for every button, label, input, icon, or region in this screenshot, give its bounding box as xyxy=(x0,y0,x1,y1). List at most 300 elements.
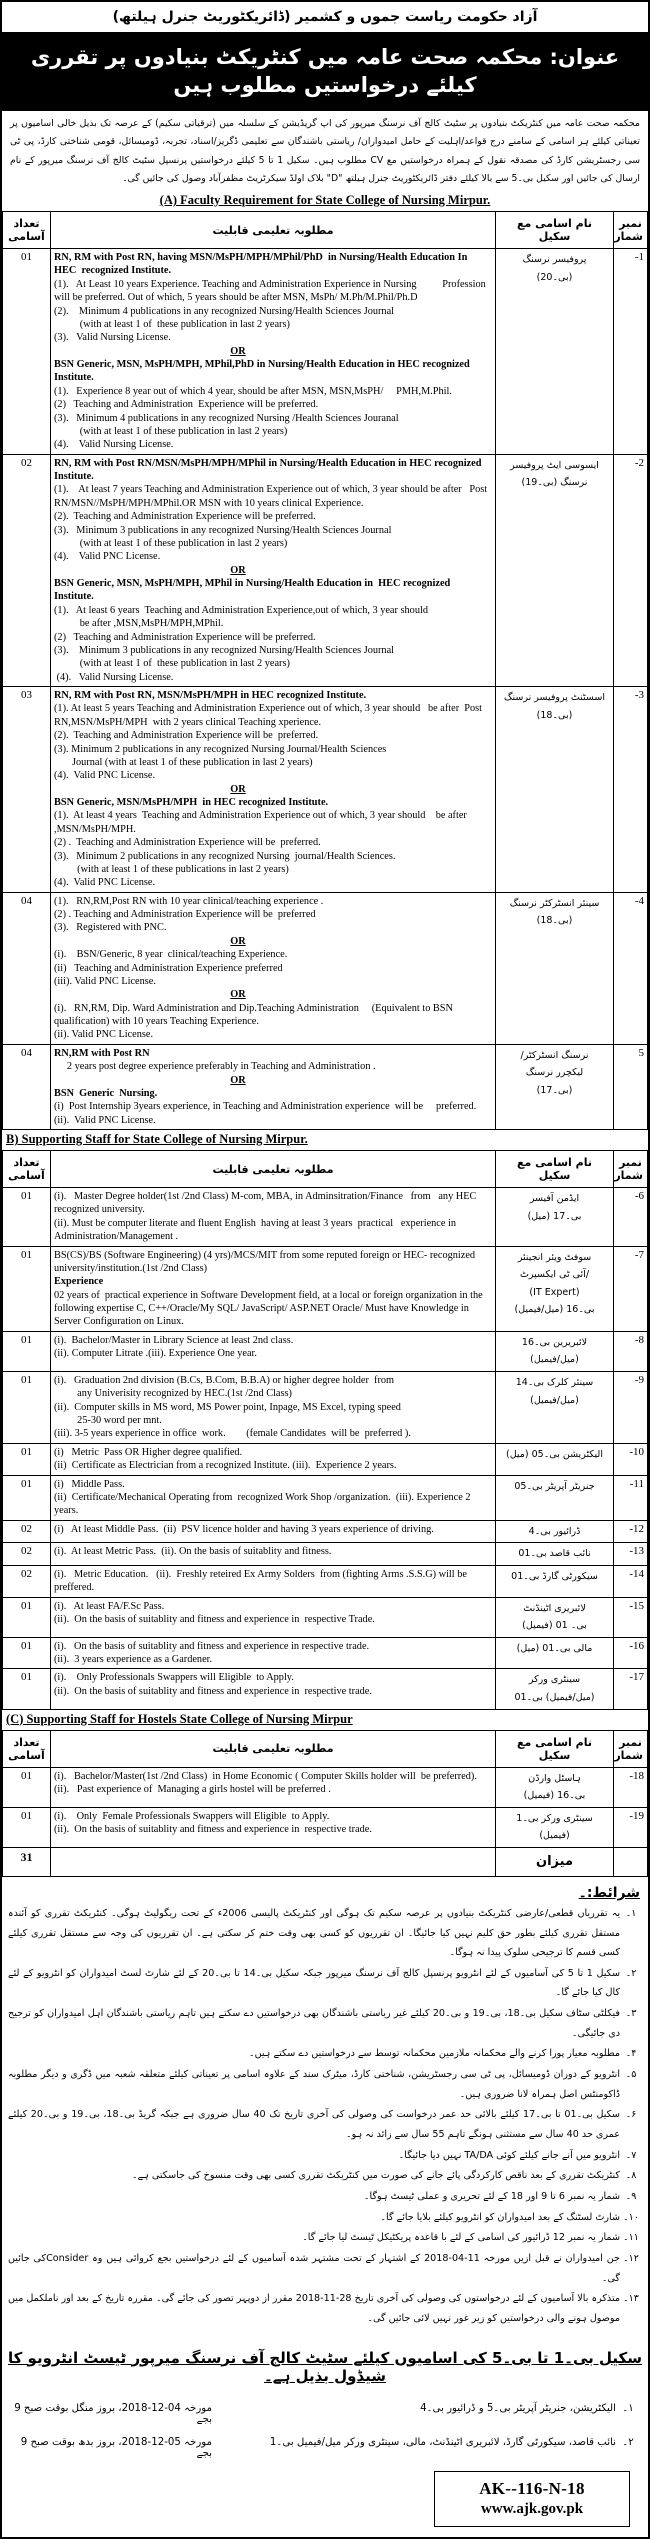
condition-item xyxy=(8,1964,642,2003)
title-label: عنوان: xyxy=(549,45,620,69)
condition-number: ۱۱۔ xyxy=(623,2232,639,2244)
post-name-line: پروفیسر نرسنگ xyxy=(522,254,587,266)
cell-qualification xyxy=(51,1188,496,1247)
post-name-line: نائب قاصد بی۔01 xyxy=(518,1548,591,1560)
qualification-line: (ii). Computer skills in MS word, MS Power point, Inpage, MS Excel, typing speed xyxy=(54,1401,401,1413)
condition-text: شمار یہ نمبر 6 تا 9 اور 18 کے لئے تحریری و عملی ٹیسٹ ہوگا۔ xyxy=(363,2191,620,2203)
cell-qualification xyxy=(51,454,496,686)
condition-text: یہ تقرریاں قطعی/عارضی کنٹریکٹ بنیادوں پر عرصہ سکیم تک ہوگی اور کنٹریکٹ پالیسی 2006ء کے تحت ریگولیٹ ہوگی۔ کنٹریکٹ تقرری کو آئندہ مستقل تقرری کیلئے بطور حق کلیم نہیں کیا جائیگا۔ ان تقرریوں کو کسی بھی وقت ختم کر سکتی ہے۔ ان تقرریوں کی وجہ سے مستقل تقرری کیلئے کسی قسم کا ترجیحی سلوک پیدا نہ ہوگا۔ xyxy=(8,1907,620,1959)
qualification-or-separator: OR xyxy=(230,783,246,795)
post-name-line: نرسنگ (بی۔19) xyxy=(521,477,588,489)
interview-schedule-row xyxy=(10,2437,640,2459)
qualification-line: BSN Generic Nursing. xyxy=(54,1087,158,1099)
post-name-line: (میل/فیمیل) بی۔01 xyxy=(514,1692,595,1703)
cell-qualification xyxy=(51,1669,496,1709)
cell-post-name xyxy=(496,1443,614,1475)
condition-text: سکیل 1 تا 5 کی آسامیوں کے لئے انٹرویو پرنسپل کالج آف نرسنگ میرپور جبکہ سکیل بی۔14 تا بی۔20 کے لئے شارٹ لسٹ امیدواران کو انٹرویو کے لئے کال کیا جائے گا۔ xyxy=(8,1967,621,1999)
condition-number: ۱۳۔ xyxy=(623,2293,639,2305)
cell-count: 01 xyxy=(3,1475,51,1520)
cell-serial: -3 xyxy=(614,687,648,893)
qualification-line: (ii) Teaching and Administration Experience preferred xyxy=(54,962,283,974)
total-label: میزان xyxy=(496,1847,614,1876)
cell-serial: -19 xyxy=(614,1807,648,1847)
qualification-line: RN, RM with Post RN, having MSN/MsPH/MPH/MPhil/PhD in Nursing/Health Education In HEC recognized Institute. xyxy=(54,252,470,277)
cell-post-name xyxy=(496,1044,614,1129)
cell-post-name xyxy=(496,1543,614,1566)
qualification-line: (ii) Certificate/Mechanical Operating from recognized Work Shop /organization. (iii). Experience 2 years. xyxy=(54,1491,474,1517)
cell-qualification xyxy=(51,1246,496,1331)
qualification-line: (ii). Past experience of Managing a girls hostel will be preferred . xyxy=(54,1783,331,1795)
post-name-line: لائبریرین بی۔16 xyxy=(521,1336,588,1348)
post-name-line: (بی۔18) xyxy=(536,709,573,721)
qualification-line: (2) . Teaching and Administration Experience will be preferred xyxy=(54,909,316,921)
qualification-line: (ii) Certificate as Electrician from a recognized Institute. (iii). Experience 2 years. xyxy=(54,1460,397,1472)
conditions-title: شرائط:۔ xyxy=(578,1884,640,1901)
qualification-line: (ii). Valid PNC License. xyxy=(54,1029,154,1041)
qualification-line: (i). Graduation 2nd division (B.Cs, B.Com, B.B.A) or higher degree holder from xyxy=(54,1374,395,1386)
condition-text: فیکلٹی سٹاف سکیل بی۔18، بی۔19 و بی۔20 کیلئے غیر ریاستی باشندگان بھی درخواستیں دے سکتے ہیں تاہم ریاستی باشندگان اہل امیدواران کو ترجیح دی جائیگی۔ xyxy=(8,2008,620,2039)
advertisement-title xyxy=(2,34,648,111)
table-row xyxy=(3,1443,648,1475)
cell-count: 01 xyxy=(3,1331,51,1371)
qualification-line: (1). At least 7 years Teaching and Administration Experience out of which, 3 year should be after Post RN/MSN//MsPH/MPH/MPhil.OR MSN with 10 years clinical Experience. xyxy=(54,484,490,509)
qualification-line: (1). At least 6 years Teaching and Administration Experience,out of which, 3 year should xyxy=(54,604,428,616)
condition-text: مطلوبہ معیار پورا کرنے والے محکمانہ ملازمین محکمانہ توسط سے درخواستیں دے سکتے ہیں۔ xyxy=(248,2048,620,2060)
post-name-line: بی۔17 (میل) xyxy=(527,1210,582,1222)
qualification-line: (1). RN,RM,Post RN with 10 year clinical/teaching experience . xyxy=(54,895,324,907)
column-header-post: نام اسامی مع سکیل xyxy=(496,1730,614,1767)
post-name-line: بی۔16 (میل/فیمیل) xyxy=(514,1304,595,1316)
condition-text: شمار یہ نمبر 12 ڈرائیور کی اسامی کے لئے با قاعدہ پریکٹیکل ٹیسٹ لیا جائے گا۔ xyxy=(302,2232,620,2244)
table-row xyxy=(3,1371,648,1443)
qualification-line: 02 years of practical experience in Software Development field, at a local or foreign organization in the following expertise C, C++/Oracle/My SQL/ JavaScript/ ASP.NET Oracle/ Must have Knowledge in Server Configuration on Linux. xyxy=(54,1289,486,1328)
column-header-post: نام اسامی مع سکیل xyxy=(496,212,614,249)
table-header-row xyxy=(3,1730,648,1767)
cell-post-name xyxy=(496,1565,614,1597)
cell-post-name xyxy=(496,1246,614,1331)
reference-code: AK--116-N-18 xyxy=(479,2478,585,2498)
post-name-line: سینٹری ورکر بی۔1 xyxy=(516,1812,593,1824)
qualification-line: (i). Only Female Professionals Swappers will Eligible to Apply. xyxy=(54,1810,330,1822)
qualification-line: RN, RM with Post RN, MSN/MsPH/MPH in HEC recognized Institute. xyxy=(54,690,367,702)
schedule-date: مورخہ 05-12-2018، بروز بدھ بوقت صبح 9 بجے xyxy=(20,2436,212,2459)
qualification-line: (with at least 1 of these publications in last 2 years) xyxy=(54,863,289,875)
cell-qualification xyxy=(51,1371,496,1443)
condition-number: ۴۔ xyxy=(625,2048,637,2060)
condition-item xyxy=(8,2187,642,2207)
qualification-line: BS(CS)/BS (Software Engineering) (4 yrs)/MCS/MIT from some reputed foreign or HEC- recognized university/institution.(1st /2nd Class) xyxy=(54,1249,478,1274)
condition-item xyxy=(8,2105,642,2144)
qualification-line: BSN Generic, MSN, MsPH/MPH, MPhil,PhD in Nursing/Health Education in HEC recognized Institute. xyxy=(54,359,473,384)
column-header-serial: نمبر شمار xyxy=(614,1151,648,1188)
table-row xyxy=(3,249,648,455)
post-name-line: /آئی ٹی ایکسپرٹ xyxy=(519,1269,590,1281)
qualification-line: (4). Valid PNC License. xyxy=(54,877,156,889)
cell-serial: -7 xyxy=(614,1246,648,1331)
jobs-table-b xyxy=(2,1150,648,1710)
conditions-section xyxy=(2,1877,648,2329)
post-name-line: الیکٹریشن بی۔05 (میل) xyxy=(506,1448,603,1460)
website-url[interactable]: www.ajk.gov.pk xyxy=(480,2500,584,2517)
cell-count: 01 xyxy=(3,1188,51,1247)
cell-serial: -15 xyxy=(614,1597,648,1637)
qualification-line: (2). Teaching and Administration Experience will be preferred. xyxy=(54,511,316,523)
total-count: 31 xyxy=(3,1847,51,1876)
cell-post-name xyxy=(496,1807,614,1847)
condition-item xyxy=(8,2166,642,2186)
post-name-line: ہاسٹل وارڈن xyxy=(528,1772,581,1784)
table-row xyxy=(3,1188,648,1247)
table-row xyxy=(3,1543,648,1566)
jobs-table-a xyxy=(2,211,648,1130)
cell-serial: 5 xyxy=(614,1044,648,1129)
condition-text: جن امیدواران نے قبل ازیں مورخہ 11-04-2018 کے اشتہار کے تحت مشتہر شدہ آسامیوں کے لئے درخواستیں بجع کروائی ہیں وہ Considerکی جائیں گی۔ xyxy=(8,2253,620,2284)
qualification-line: (ii). Valid PNC License. xyxy=(54,1114,156,1126)
post-name-line: (بی۔20) xyxy=(536,271,573,283)
cell-count: 04 xyxy=(3,1044,51,1129)
qualification-line: (4). Valid PNC License. xyxy=(54,770,156,782)
cell-count: 02 xyxy=(3,1565,51,1597)
qualification-line: BSN Generic, MSN/MsPH/MPH in HEC recognized Institute. xyxy=(54,797,329,809)
column-header-serial: نمبر شمار xyxy=(614,212,648,249)
qualification-line: (3). Minimum 3 publications in any recognized Nursing/Health Sciences Journal xyxy=(54,644,395,656)
government-header: آزاد حکومت ریاست جموں و کشمیر (ڈائریکٹوریٹ جنرل ہیلتھ) xyxy=(2,2,648,34)
table-row xyxy=(3,1246,648,1331)
condition-number: ۳۔ xyxy=(625,2008,637,2020)
post-name-line: ڈرائیور بی۔4 xyxy=(528,1525,581,1537)
cell-count: 01 xyxy=(3,249,51,455)
condition-number: ۱۰۔ xyxy=(623,2211,639,2223)
qualification-line: Journal (with at least 1 of these publication in last 2 years) xyxy=(54,756,313,768)
qualification-line: (4). Valid Nursing License. xyxy=(54,439,174,451)
condition-text: کنٹریکٹ تقرری کے بعد ناقص کارکردگی پائے جانے کی صورت میں کنٹریکٹ تقرری کسی بھی وقت منسوخ کی جاسکتی ہے۔ xyxy=(131,2170,620,2182)
cell-count: 03 xyxy=(3,687,51,893)
qualification-line: (i). Metric Education. (ii). Freshly reteired Ex Army Solders from (fighting Arms .S.S.G) will be preffered. xyxy=(54,1568,470,1594)
qualification-line: 2 years post degree experience preferably in Teaching and Administration . xyxy=(54,1061,376,1073)
qualification-line: (i). Master Degree holder(1st /2nd Class) M-com, MBA, in Adminsitration/Finance from any HEC recognized university. xyxy=(54,1191,479,1216)
qualification-line: (3). Valid Nursing License. xyxy=(54,332,171,344)
qualification-line: (ii). Computer Litrate .(iii). Experience One year. xyxy=(54,1348,257,1360)
cell-qualification xyxy=(51,1597,496,1637)
qualification-line: any Univerisity recognized by HEC.(1st /2nd Class) xyxy=(54,1388,292,1400)
qualification-line: (with at least 1 of these publication in last 2 years) xyxy=(54,318,290,330)
post-name-line: (فیمیل) xyxy=(539,1830,570,1842)
interview-schedule-heading: سکیل بی۔1 تا بی۔5 کی اسامیوں کیلئے سٹیٹ کالج آف نرسنگ میرپور ٹیسٹ انٹرویو کا شیڈول بذیل ہے۔ xyxy=(7,2348,643,2385)
condition-item xyxy=(8,2228,642,2248)
cell-post-name xyxy=(496,1475,614,1520)
post-name-line: سینئر انسٹرکٹر نرسنگ xyxy=(509,897,600,909)
cell-serial: -8 xyxy=(614,1331,648,1371)
table-row xyxy=(3,1597,648,1637)
post-name-line: مالی بی۔01 (میل) xyxy=(516,1642,593,1654)
table-row xyxy=(3,454,648,686)
schedule-number: ۱۔ xyxy=(622,2402,634,2414)
qualification-or-separator: OR xyxy=(230,1074,246,1086)
cell-serial: -4 xyxy=(614,892,648,1044)
interview-schedule-list xyxy=(2,2403,648,2459)
cell-count: 01 xyxy=(3,1597,51,1637)
qualification-line: (2). Minimum 4 publications in any recognized Nursing/Health Sciences Journal xyxy=(54,305,395,317)
qualification-line: (with at least 1 of these publication in last 2 years) xyxy=(54,537,288,549)
condition-item xyxy=(8,2004,642,2043)
qualification-line: (i). Only Professionals Swappers will Eligible to Apply. xyxy=(54,1672,294,1684)
condition-text: متذکرہ بالا آسامیوں کے لئے درخواستوں کی وصولی کی آخری تاریخ 28-11-2018 مقرر از دوپہر تصور کی جائے گی۔ مقررہ تاریخ کے بعد اور ناملکمل میں موصول ہونے والی درخواستیں کو زیر غور نہیں لائی جائیں گی۔ xyxy=(8,2293,620,2324)
table-row xyxy=(3,1637,648,1669)
cell-qualification xyxy=(51,249,496,455)
section-heading-b: B) Supporting Staff for State College of Nursing Mirpur. xyxy=(6,1132,308,1147)
qualification-line: (1). At least 4 years Teaching and Administration Experience out of which, 3 year should be after ,MSN/MsPH/MPH. xyxy=(54,810,470,835)
intro-paragraph: محکمہ صحت عامہ میں کنٹریکٹ بنیادوں پر سٹیٹ کالج آف نرسنگ میرپور کی اپ گریڈیشن کے سلسلہ میں (ترقیاتی سکیم) کے عرصہ تک بذیل خالی اسامیوں پر تعیناتی کیلئے ہر اسامی کے سامنے درج قواعد/اہلیت کے حامل امیدواران/ ریاستی باشندگان سے تعلیمی ڈگریز/اسناد، تجربہ، ڈومیسائل، قومی شناختی کارڈ، پی ٹی سی رجسٹریشن کارڈ کی مصدقہ نقول کے ہمراہ درخواستیں مع CV مطلوب ہیں۔ سکیل 1 تا 5 کیلئے درخواستیں پرنسپل سٹیٹ کالج آف نرسنگ میرپور کے نام ارسال کی جائیں اور سکیل بی۔5 سے بالا کیلئے دفتر ڈائریکٹوریٹ جنرل ہیلتھ "D" بلاک اولڈ سیکرٹریٹ مظفرآباد وصول کی جائیں گی۔ xyxy=(10,117,640,185)
qualification-line: (4). Valid Nursing License. xyxy=(54,671,174,683)
qualification-line: (ii). On the basis of suitablity and fitness and experience in respective trade. xyxy=(54,1824,372,1836)
cell-qualification xyxy=(51,1767,496,1807)
cell-serial: -16 xyxy=(614,1637,648,1669)
cell-count: 02 xyxy=(3,1520,51,1543)
column-header-count: تعداد آسامی xyxy=(3,1151,51,1188)
cell-qualification xyxy=(51,1520,496,1543)
condition-number: ۵۔ xyxy=(625,2069,637,2081)
qualification-line: (i) At least Middle Pass. (ii) PSV licence holder and having 3 years experience of driving. xyxy=(54,1523,434,1535)
schedule-posts: الیکٹریشن، جنریٹر آپریٹر بی۔5 و ڈرائیور بی۔4 xyxy=(420,2402,616,2414)
cell-qualification xyxy=(51,1543,496,1566)
condition-number: ۶۔ xyxy=(625,2109,637,2121)
condition-number: ۱۲۔ xyxy=(623,2253,639,2265)
condition-item xyxy=(8,2289,642,2328)
qualification-line: (i). At least FA/F.Sc Pass. xyxy=(54,1600,165,1612)
qualification-line: RN,RM with Post RN xyxy=(54,1047,150,1059)
condition-number: ۷۔ xyxy=(625,2149,637,2161)
condition-item xyxy=(8,2065,642,2104)
cell-count: 01 xyxy=(3,1246,51,1331)
sections-container xyxy=(2,191,648,1877)
cell-serial: -17 xyxy=(614,1669,648,1709)
table-row xyxy=(3,1044,648,1129)
cell-count: 01 xyxy=(3,1767,51,1807)
table-row xyxy=(3,1767,648,1807)
cell-post-name xyxy=(496,1767,614,1807)
qualification-or-separator: OR xyxy=(230,989,246,1001)
cell-qualification xyxy=(51,1637,496,1669)
condition-text: سکیل بی۔01 تا بی۔17 کیلئے بالائی حد عمر درخواست کی وصولی کی آخری تاریخ تک 40 سال ضروری ہے جبکہ گریڈ بی۔18، بی۔19 و بی۔20 کیلئے عمری حد 40 سال سے مستثنی ہونگے تاہم 55 سال سے زائد نہ ہو۔ xyxy=(8,2109,620,2141)
section-heading-a: (A) Faculty Requirement for State College of Nursing Mirpur. xyxy=(159,193,491,208)
cell-serial: -6 xyxy=(614,1188,648,1247)
qualification-or-separator: OR xyxy=(230,345,246,357)
post-name-line: ایسوسی ایٹ پروفیسر xyxy=(510,459,599,471)
qualification-line: (2). Teaching and Administration Experience will be preferred. xyxy=(54,730,319,742)
condition-number: ۱۔ xyxy=(625,1907,637,1919)
qualification-line: (3). Minimum 3 publications in any recognized Nursing/Health Sciences Journal xyxy=(54,524,392,536)
cell-count: 04 xyxy=(3,892,51,1044)
qualification-line: (1). Experience 8 year out of which 4 year, should be after MSN, MSN,MsPH/ PMH,M.Phil. xyxy=(54,385,452,397)
condition-item xyxy=(8,2044,642,2064)
column-header-post: نام اسامی مع سکیل xyxy=(496,1151,614,1188)
post-name-line: بی۔16 (فیمیل) xyxy=(523,1790,586,1802)
qualification-line: (i). At least Metric Pass. (ii). On the basis of suitablity and fitness. xyxy=(54,1546,332,1558)
qualification-line: (ii). On the basis of suitablity and fitness and experience in respective trade. xyxy=(54,1685,372,1697)
table-row xyxy=(3,1669,648,1709)
qualification-line: (iii). 3-5 years experience in office work. (female Candidates will be preferred ). xyxy=(54,1428,411,1440)
cell-serial: -14 xyxy=(614,1565,648,1597)
post-name-line: (میل/فیمیل) xyxy=(530,1394,579,1406)
table-row xyxy=(3,1520,648,1543)
post-name-line: (میل/فیمیل) xyxy=(530,1354,579,1366)
cell-count: 02 xyxy=(3,1543,51,1566)
cell-count: 01 xyxy=(3,1669,51,1709)
cell-post-name xyxy=(496,687,614,893)
schedule-number: ۲۔ xyxy=(622,2436,634,2448)
column-header-qualification: مطلوبہ تعلیمی قابلیت xyxy=(51,212,496,249)
column-header-count: تعداد آسامی xyxy=(3,1730,51,1767)
condition-text: انٹرویو میں آنے جانے کیلئے کوئی TA/DA نہیں دیا جائیگا۔ xyxy=(398,2149,620,2161)
condition-text: شارٹ لسٹنگ کے بعد امیدواران کو انٹرویو کیلئے بلایا جائے گا۔ xyxy=(380,2211,620,2223)
post-name-line: جنریٹر آپریٹر بی۔05 xyxy=(514,1480,595,1492)
cell-post-name xyxy=(496,1331,614,1371)
cell-post-name xyxy=(496,1597,614,1637)
post-name-line: بی۔ 01 (فیمیل) xyxy=(522,1620,587,1632)
qualification-line: (1). At Least 10 years Experience. Teaching and Administration Experience in Nursing Profession will be preferred. Out of which, 5 years should be after MSN, MsPh/ M.Ph/M.Phil/Ph.D xyxy=(54,278,489,304)
post-name-line: اسسٹنٹ پروفیسر نرسنگ xyxy=(504,692,605,704)
cell-serial: -13 xyxy=(614,1543,648,1566)
cell-qualification xyxy=(51,1044,496,1129)
cell-post-name xyxy=(496,1371,614,1443)
column-header-qualification: مطلوبہ تعلیمی قابلیت xyxy=(51,1730,496,1767)
cell-serial: -2 xyxy=(614,454,648,686)
qualification-line: BSN Generic, MSN, MsPH/MPH, MPhil in Nursing/Health Education in HEC recognized Institute. xyxy=(54,578,453,603)
cell-qualification xyxy=(51,687,496,893)
jobs-table-c xyxy=(2,1730,648,1877)
condition-number: ۹۔ xyxy=(625,2191,637,2203)
qualification-line: (3). Registered with PNC. xyxy=(54,922,167,934)
table-row xyxy=(3,1565,648,1597)
cell-qualification xyxy=(51,1807,496,1847)
schedule-posts: نائب قاصد، سیکورٹی گارڈ، لائبریری اٹینڈنٹ، مالی، سینٹری ورکر میل/فیمیل بی۔1 xyxy=(269,2436,616,2448)
cell-post-name xyxy=(496,1637,614,1669)
qualification-line: (iii). Valid PNC License. xyxy=(54,975,156,987)
qualification-line: (i). RN,RM, Dip. Ward Administration and Dip.Teaching Administration (Equivalent to BSN qualification) with 10 years Teaching Experience. xyxy=(54,1002,456,1028)
cell-count: 01 xyxy=(3,1443,51,1475)
qualification-line: (ii). 3 years experience as a Gardener. xyxy=(54,1654,213,1666)
cell-qualification xyxy=(51,1443,496,1475)
cell-count: 01 xyxy=(3,1807,51,1847)
cell-post-name xyxy=(496,1520,614,1543)
cell-post-name xyxy=(496,1188,614,1247)
qualification-or-separator: OR xyxy=(230,935,246,947)
qualification-line: (2) . Teaching and Administration Experience will be preferred. xyxy=(54,837,321,849)
qualification-line: (i). Bachelor/Master(1st /2nd Class) in Home Economic ( Computer Skills holder will be preferred). xyxy=(54,1770,477,1782)
total-blank-cell xyxy=(51,1847,496,1876)
table-header-row xyxy=(3,1151,648,1188)
cell-post-name xyxy=(496,1669,614,1709)
table-row xyxy=(3,1807,648,1847)
table-row xyxy=(3,687,648,893)
title-text: محکمہ صحت عامہ میں کنٹریکٹ بنیادوں پر تقرری کیلئے درخواستیں مطلوب ہیں xyxy=(30,45,543,98)
total-row xyxy=(3,1847,648,1876)
qualification-line: (with at least 1 of these publication in last 2 years) xyxy=(54,658,290,670)
condition-number: ۲۔ xyxy=(625,1967,637,1979)
reference-box xyxy=(434,2471,630,2527)
qualification-line: (i). BSN/Generic, 8 year clinical/teaching Experience. xyxy=(54,949,288,961)
cell-count: 01 xyxy=(3,1637,51,1669)
post-name-line: (بی۔17) xyxy=(536,1084,573,1096)
cell-qualification xyxy=(51,892,496,1044)
cell-count: 01 xyxy=(3,1371,51,1443)
cell-qualification xyxy=(51,1475,496,1520)
cell-post-name xyxy=(496,249,614,455)
condition-number: ۸۔ xyxy=(625,2170,637,2182)
cell-post-name xyxy=(496,892,614,1044)
condition-item xyxy=(8,2208,642,2228)
qualification-line: (ii). Must be computer literate and fluent English having at least 3 years practical experience in Administration/Management . xyxy=(54,1217,459,1243)
post-name-line: لیکچرر نرسنگ xyxy=(525,1067,584,1079)
column-header-serial: نمبر شمار xyxy=(614,1730,648,1767)
cell-qualification xyxy=(51,1331,496,1371)
table-header-row xyxy=(3,212,648,249)
post-name-line: سینٹری ورکر xyxy=(528,1674,581,1686)
section-heading-c: (C) Supporting Staff for Hostels State College of Nursing Mirpur xyxy=(6,1711,353,1726)
qualification-line: (i). Bachelor/Master in Library Science at least 2nd class. xyxy=(54,1334,294,1346)
qualification-line: (i) Metric Pass OR Higher degree qualified. xyxy=(54,1446,243,1458)
cell-qualification xyxy=(51,1565,496,1597)
table-row xyxy=(3,1475,648,1520)
qualification-line: 25-30 word per mnt. xyxy=(54,1415,162,1427)
qualification-line: Experience xyxy=(54,1276,104,1288)
qualification-line: (i) Middle Pass. xyxy=(54,1478,125,1490)
qualification-line: (4). Valid PNC License. xyxy=(54,551,161,563)
condition-item xyxy=(8,2249,642,2288)
post-name-line: (IT Expert) xyxy=(529,1286,580,1298)
qualification-or-separator: OR xyxy=(230,564,246,576)
qualification-line: (with at least 1 of these publication in last 2 years) xyxy=(54,425,288,437)
cell-serial: -11 xyxy=(614,1475,648,1520)
qualification-line: (i) Post Internship 3years experience, in Teaching and Administration experience will be preferred. xyxy=(54,1101,477,1113)
post-name-line: نرسنگ انسٹرکٹر/ xyxy=(520,1049,589,1061)
post-name-line: (بی۔18) xyxy=(536,915,573,927)
qualification-line: (ii). On the basis of suitablity and fitness and experience in respective Trade. xyxy=(54,1613,375,1625)
column-header-count: تعداد آسامی xyxy=(3,212,51,249)
cell-serial: -12 xyxy=(614,1520,648,1543)
qualification-line: (3). Minimum 2 publications in any recognized Nursing journal/Health Sciences. xyxy=(54,850,396,862)
cell-post-name xyxy=(496,454,614,686)
conditions-list xyxy=(8,1904,642,2329)
condition-text: انٹرویو کے دوران ڈومیسائل، پی ٹی سی رجسٹریشن، شناختی کارڈ، میٹرک سند کے علاوہ اسامی پر تعیناتی کیلئے متعلقہ شعبہ میں ڈگری و دیگر مطلوبہ ڈاکومنٹس اصل ہمراہ لانا ضروری ہیں۔ xyxy=(8,2069,620,2100)
condition-item xyxy=(8,2146,642,2166)
qualification-line: (2) Teaching and Administration Experience will be preferred. xyxy=(54,399,319,411)
cell-count: 02 xyxy=(3,454,51,686)
post-name-line: سیکورٹی گارڈ بی۔01 xyxy=(511,1570,598,1582)
interview-schedule-row xyxy=(10,2403,640,2425)
table-row xyxy=(3,1331,648,1371)
post-name-line: لائبریری اٹینڈنٹ xyxy=(523,1602,586,1614)
total-serial-blank xyxy=(614,1847,648,1876)
qualification-line: (1). At least 5 years Teaching and Administration Experience out of which, 3 year should be after Post RN,MSN/MsPH/MPH with 2 years clinical Teaching xperience. xyxy=(54,703,485,728)
cell-serial: -1 xyxy=(614,249,648,455)
cell-serial: -9 xyxy=(614,1371,648,1443)
cell-serial: -10 xyxy=(614,1443,648,1475)
schedule-date: مورخہ 04-12-2018، بروز منگل بوقت صبح 9 بجے xyxy=(14,2402,212,2425)
qualification-line: RN, RM with Post RN/MSN/MsPH/MPH/MPhil in Nursing/Health Education in HEC recognized Institute. xyxy=(54,457,484,483)
qualification-line: (2) Teaching and Administration Experience will be preferred. xyxy=(54,631,316,643)
column-header-qualification: مطلوبہ تعلیمی قابلیت xyxy=(51,1151,496,1188)
post-name-line: ایڈمن آفیسر xyxy=(529,1193,580,1205)
post-name-line: سوفٹ ویئر انجینئر xyxy=(517,1251,592,1263)
qualification-line: be after ,MSN,MsPH/MPH,MPhil. xyxy=(54,618,224,630)
table-row xyxy=(3,892,648,1044)
post-name-line: سینئر کلرک بی۔14 xyxy=(515,1376,594,1388)
cell-serial: -18 xyxy=(614,1767,648,1807)
qualification-line: (i). On the basis of suitablity and fitness and experience in respective trade. xyxy=(54,1640,370,1652)
qualification-line: (3). Minimum 4 publications in any recognized Nursing /Health Sciences Jouranal xyxy=(54,412,399,424)
condition-item xyxy=(8,1904,642,1963)
